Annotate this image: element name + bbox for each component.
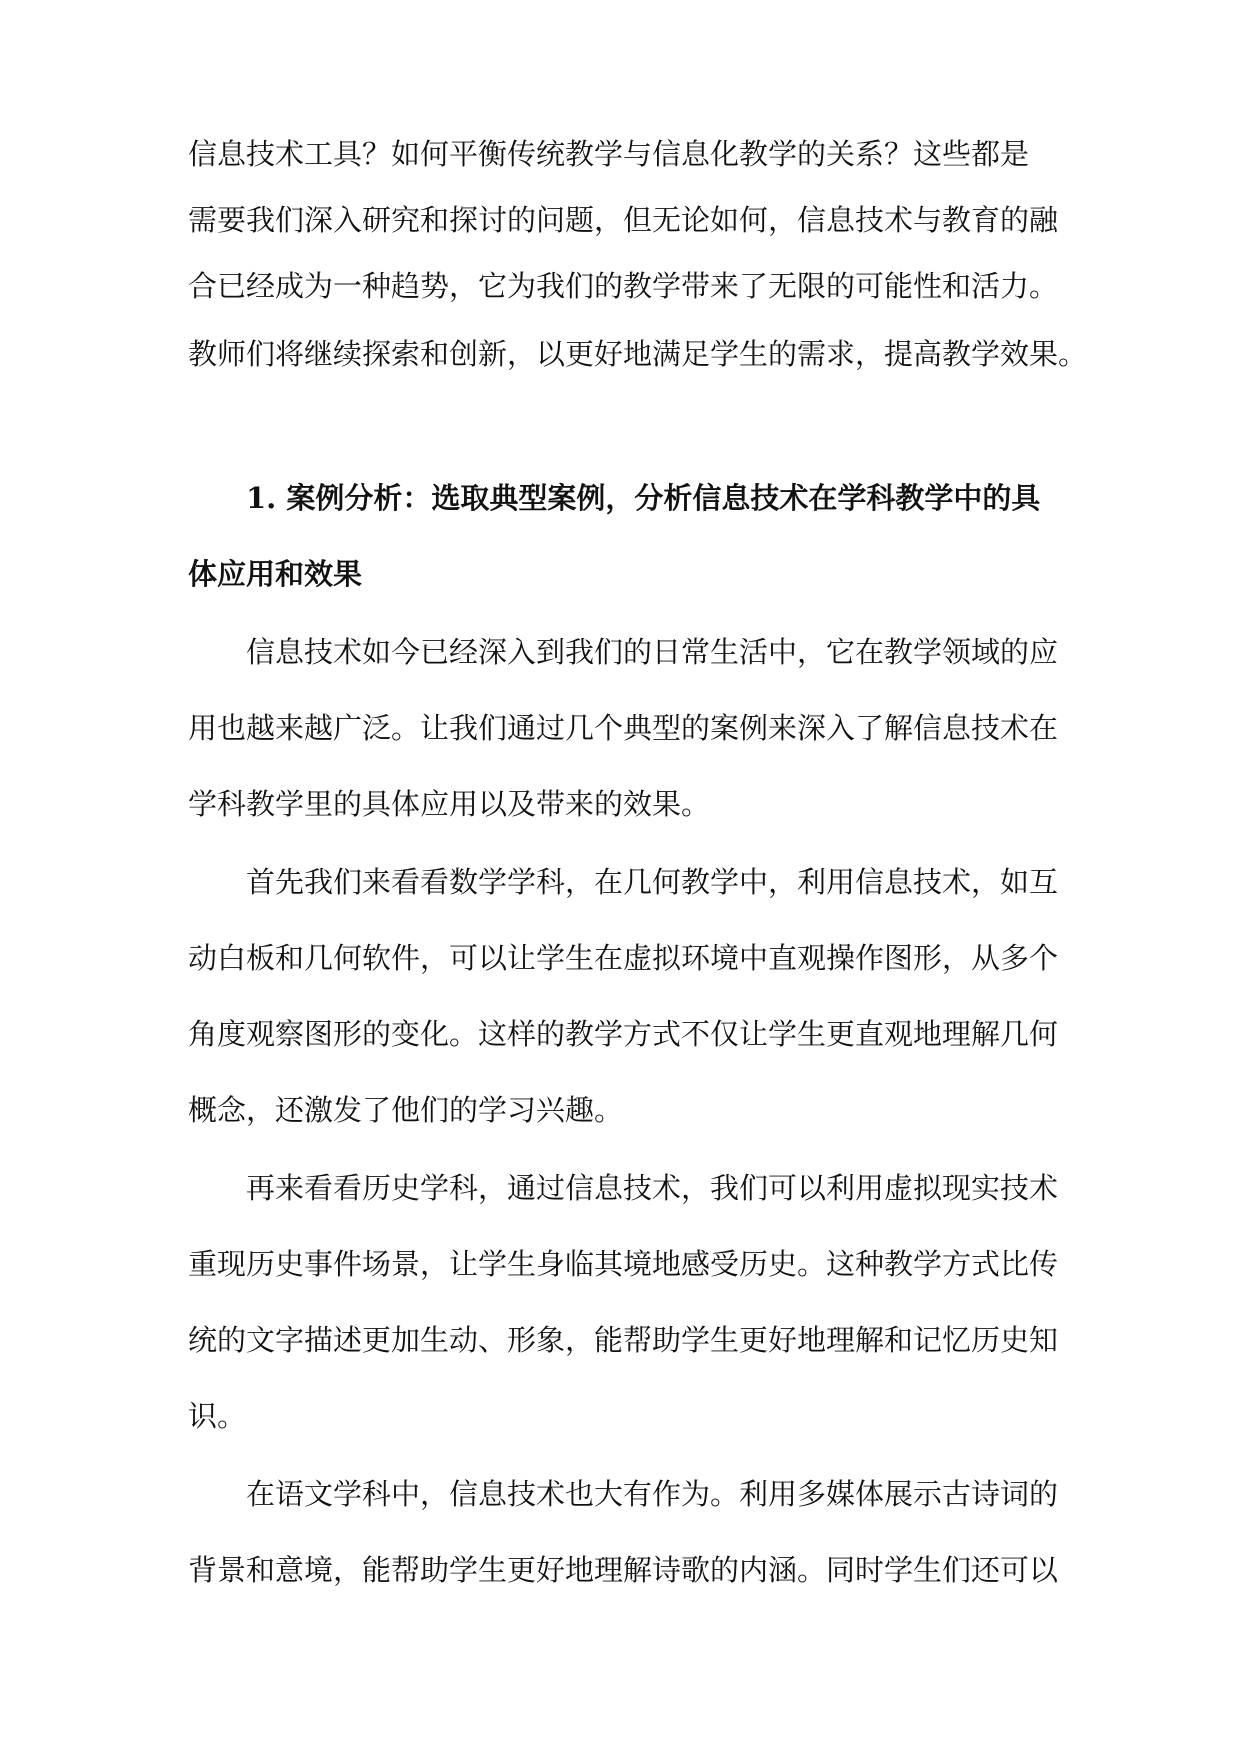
overview-line-2: 用也越来越广泛。让我们通过几个典型的案例来深入了解信息技术在 — [188, 711, 1059, 745]
history-line-4: 识。 — [188, 1399, 247, 1433]
overview-line-3: 学科教学里的具体应用以及带来的效果。 — [188, 787, 711, 821]
overview-line-1: 信息技术如今已经深入到我们的日常生活中，它在教学领域的应 — [246, 635, 1059, 669]
section-heading-line-1: 1. 案例分析：选取典型案例，分析信息技术在学科教学中的具 — [246, 481, 1041, 515]
history-line-1: 再来看看历史学科，通过信息技术，我们可以利用虚拟现实技术 — [246, 1171, 1059, 1205]
math-line-3: 角度观察图形的变化。这样的教学方式不仅让学生更直观地理解几何 — [188, 1017, 1059, 1051]
math-line-1: 首先我们来看看数学学科，在几何教学中，利用信息技术，如互 — [246, 865, 1059, 899]
chinese-line-1: 在语文学科中，信息技术也大有作为。利用多媒体展示古诗词的 — [246, 1477, 1059, 1511]
math-line-2: 动白板和几何软件，可以让学生在虚拟环境中直观操作图形，从多个 — [188, 941, 1059, 975]
intro-line-1: 信息技术工具？如何平衡传统教学与信息化教学的关系？这些都是 — [188, 137, 1030, 171]
intro-line-3: 合已经成为一种趋势，它为我们的教学带来了无限的可能性和活力。 — [188, 269, 1059, 303]
section-heading-line-2: 体应用和效果 — [188, 557, 363, 591]
math-line-4: 概念，还激发了他们的学习兴趣。 — [188, 1093, 624, 1127]
chinese-line-2: 背景和意境，能帮助学生更好地理解诗歌的内涵。同时学生们还可以 — [188, 1553, 1059, 1587]
intro-line-4: 教师们将继续探索和创新，以更好地满足学生的需求，提高教学效果。 — [188, 337, 1088, 371]
history-line-2: 重现历史事件场景，让学生身临其境地感受历史。这种教学方式比传 — [188, 1247, 1059, 1281]
intro-line-2: 需要我们深入研究和探讨的问题，但无论如何，信息技术与教育的融 — [188, 203, 1059, 237]
history-line-3: 统的文字描述更加生动、形象，能帮助学生更好地理解和记忆历史知 — [188, 1323, 1059, 1357]
